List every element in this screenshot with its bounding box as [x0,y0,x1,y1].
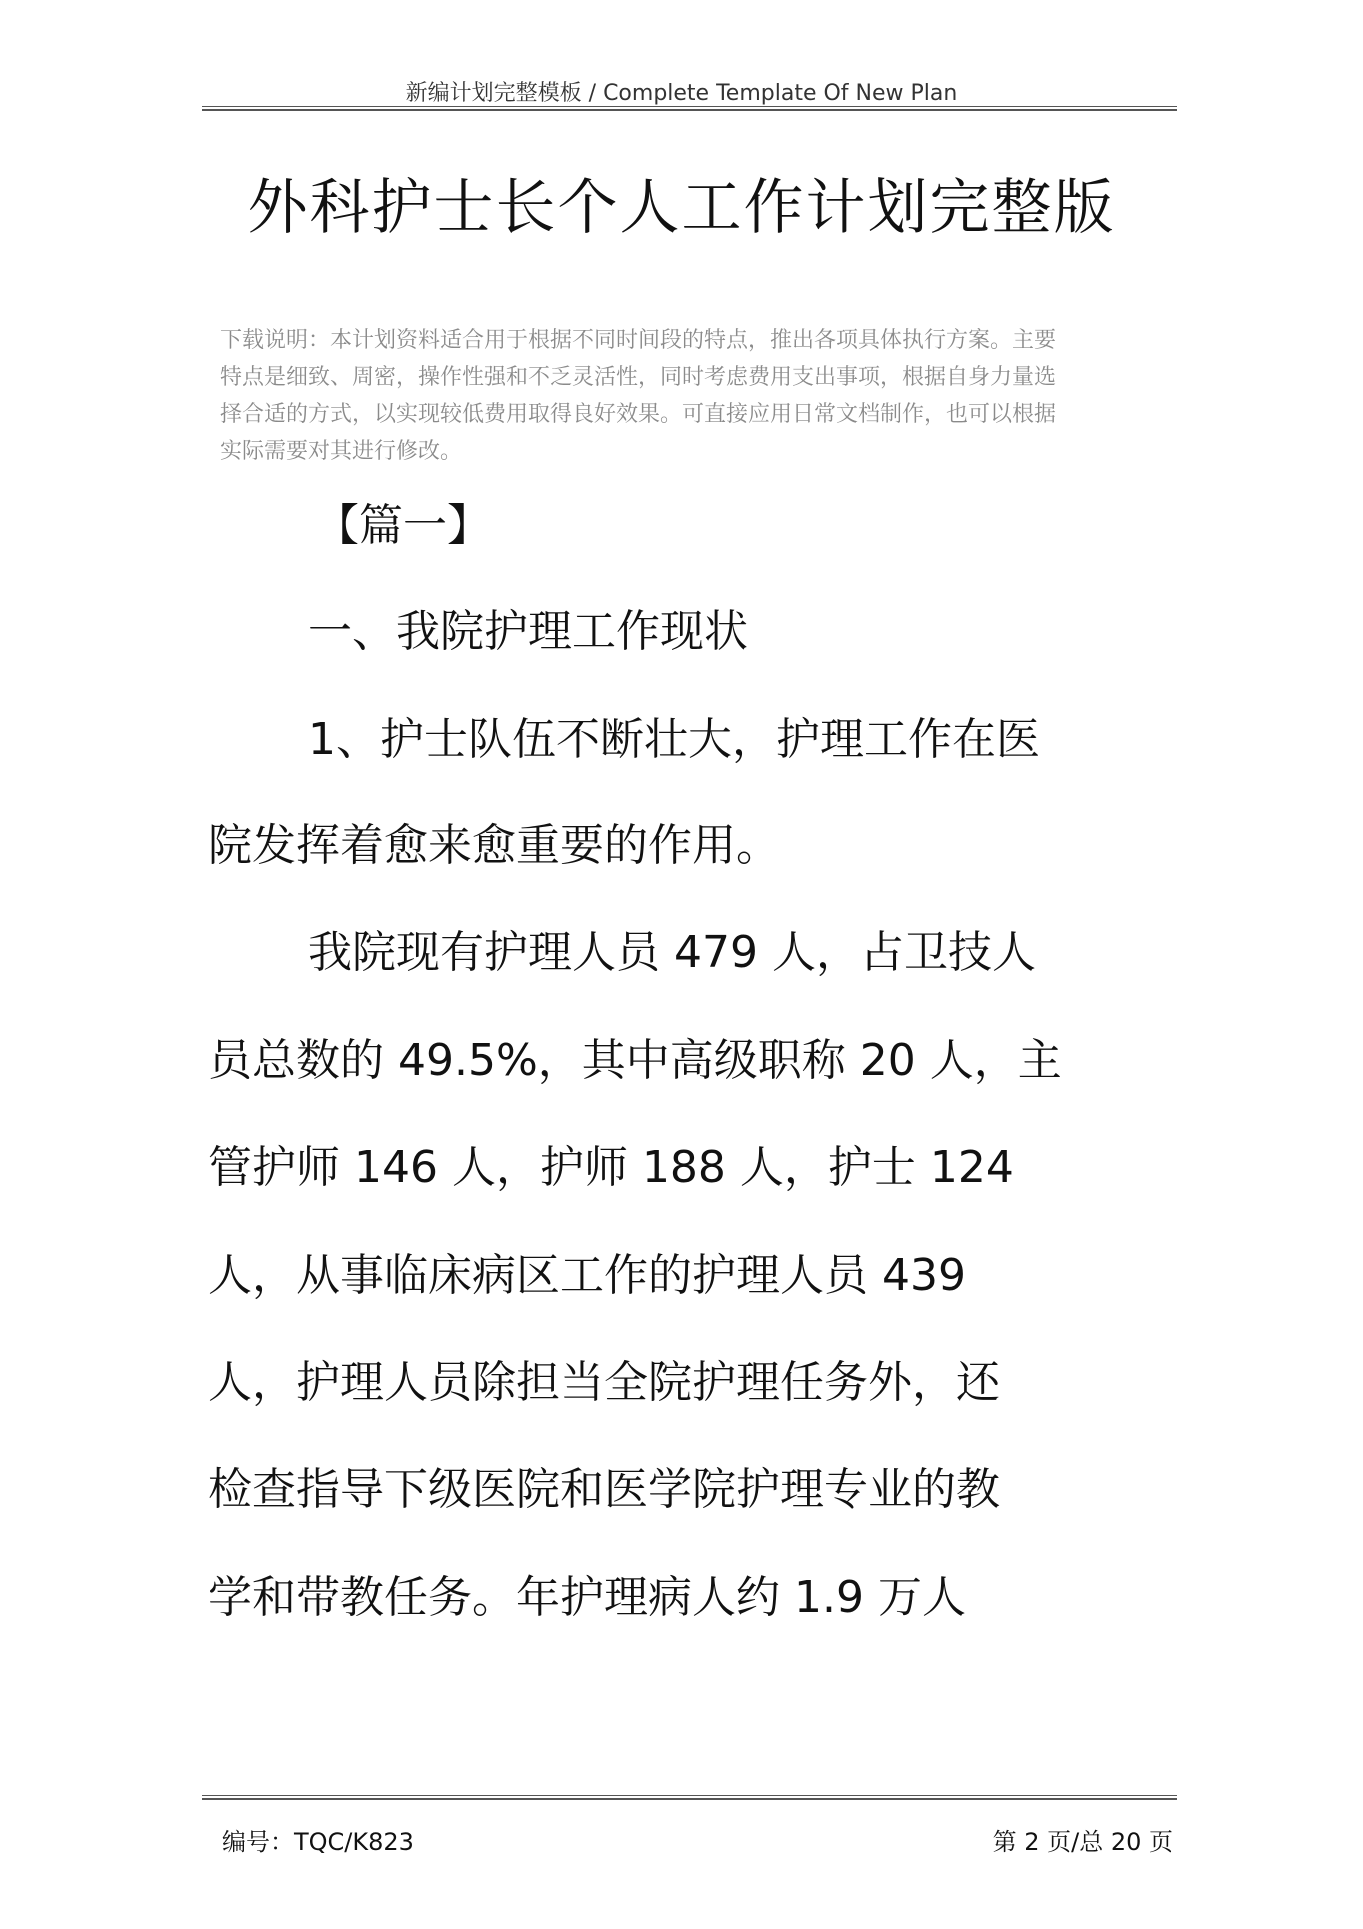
download-note-line: 特点是细致、周密，操作性强和不乏灵活性，同时考虑费用支出事项，根据自身力量选 [220,365,1057,390]
paragraph-line: 员总数的 49.5%，其中高级职称 20 人，主 [208,1035,1062,1086]
header-divider [202,106,1177,111]
download-note-line: 实际需要对其进行修改。 [220,439,463,464]
document-code: 编号：TQC/K823 [222,1828,414,1856]
section-heading: 一、我院护理工作现状 [308,606,748,657]
paragraph-line: 检查指导下级医院和医学院护理专业的教 [208,1464,1000,1515]
paragraph-line: 人，从事临床病区工作的护理人员 439 [208,1250,966,1301]
page-number: 第 2 页/总 20 页 [992,1828,1173,1856]
page-header: 新编计划完整模板 / Complete Template Of New Plan [405,81,958,106]
download-note-line: 择合适的方式，以实现较低费用取得良好效果。可直接应用日常文档制作，也可以根据 [220,402,1057,427]
download-note [220,322,1160,470]
paragraph-line: 我院现有护理人员 479 人，占卫技人 [308,927,1036,978]
paragraph-line: 学和带教任务。年护理病人约 1.9 万人 [208,1572,966,1623]
paragraph-line: 1、护士队伍不断壮大，护理工作在医 [308,714,1040,765]
document-title: 外科护士长个人工作计划完整版 [247,173,1116,243]
footer-divider [202,1795,1177,1800]
paragraph-line: 人，护理人员除担当全院护理任务外，还 [208,1357,1000,1408]
paragraph-line: 管护师 146 人，护师 188 人，护士 124 [208,1142,1014,1193]
section-marker: 【篇一】 [315,500,491,551]
download-note-line: 下载说明：本计划资料适合用于根据不同时间段的特点，推出各项具体执行方案。主要 [220,328,1057,353]
paragraph-line: 院发挥着愈来愈重要的作用。 [208,820,780,871]
